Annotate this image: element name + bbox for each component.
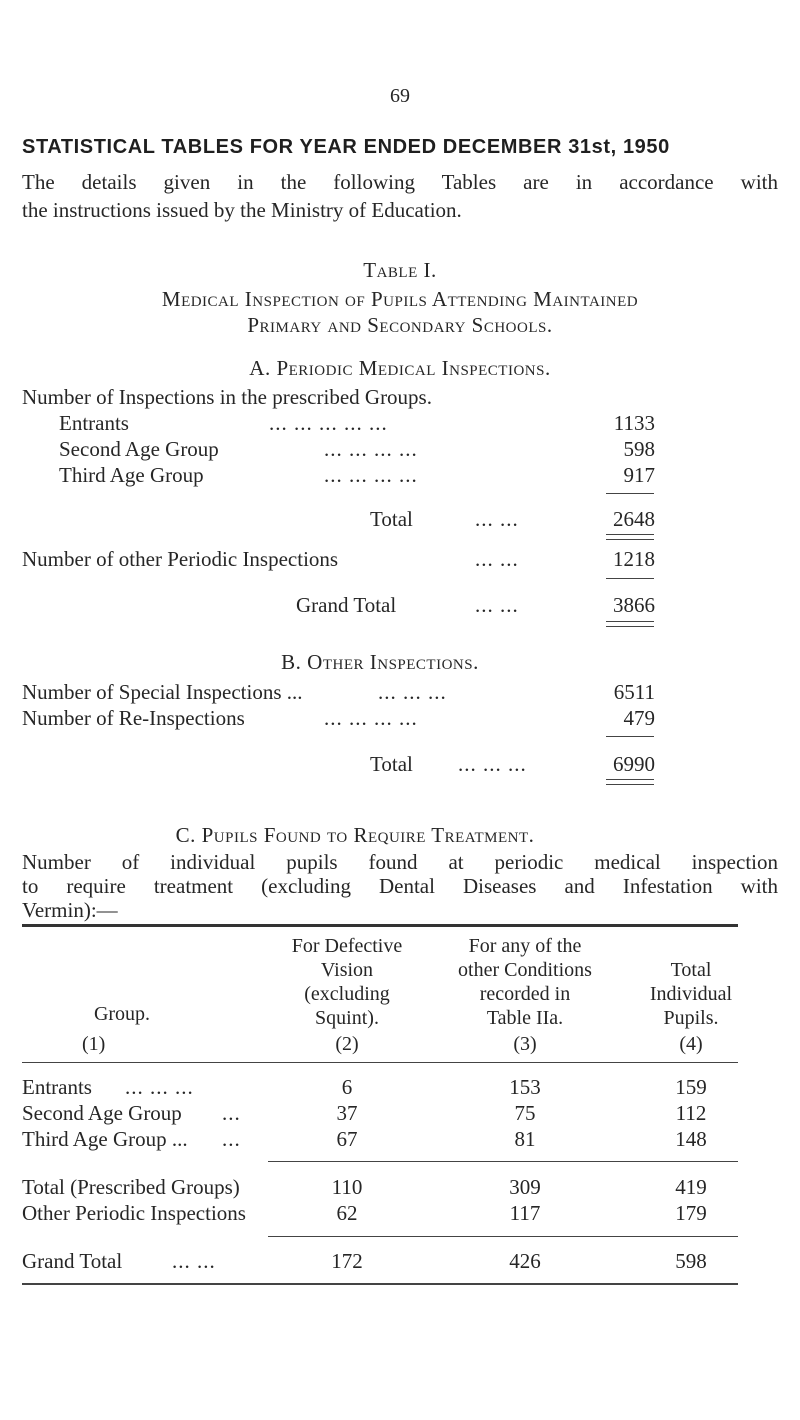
column-header-line: Individual xyxy=(649,983,733,1005)
subtotal-rule xyxy=(606,493,654,494)
column-header-line: recorded in xyxy=(479,983,571,1005)
cell-defective-vision: 172 xyxy=(331,1249,363,1273)
column-header-line: Vision xyxy=(320,959,374,981)
group-label: Third Age Group ... xyxy=(22,1127,188,1151)
cell-other-conditions: 117 xyxy=(509,1201,541,1225)
leader-dots: ... ... ... ... xyxy=(324,706,418,730)
column-header-group xyxy=(82,1002,162,1026)
total-value: 2648 xyxy=(613,507,655,531)
row-value: 479 xyxy=(623,706,655,730)
subtotal-rule xyxy=(606,736,654,737)
leader-dots: ... ... ... xyxy=(458,752,527,776)
leader-dots: ... xyxy=(222,1127,241,1151)
table-subtitle-line-2: Primary and Secondary Schools. xyxy=(247,313,553,337)
section-a-intro: Number of Inspections in the prescribed Groups. xyxy=(22,385,432,409)
grand-total-value: 3866 xyxy=(613,593,655,617)
table-bottom-rule xyxy=(22,1283,738,1285)
leader-dots: ... ... xyxy=(475,593,519,617)
column-header-line: Total xyxy=(670,959,712,981)
table-row xyxy=(22,1175,738,1203)
table-row xyxy=(22,1075,738,1103)
table-top-rule xyxy=(22,924,738,927)
section-b-row-reinspections xyxy=(22,706,655,732)
table-subtotal-rule xyxy=(268,1161,738,1162)
cell-defective-vision: 62 xyxy=(336,1201,358,1225)
section-b-row-special xyxy=(22,680,655,706)
cell-total-individual: 598 xyxy=(675,1249,707,1273)
total-label: Total xyxy=(370,507,413,531)
section-a-grand-total xyxy=(296,593,655,619)
row-label: Entrants xyxy=(59,411,129,435)
leader-dots: ... ... ... ... xyxy=(324,437,418,461)
column-number: (1) xyxy=(82,1033,106,1055)
column-number: (3) xyxy=(513,1033,537,1055)
column-header-other-conditions xyxy=(440,934,610,1030)
section-a-row-second-age xyxy=(59,437,655,463)
cell-total-individual: 112 xyxy=(675,1101,707,1125)
table-row xyxy=(22,1201,738,1229)
table-row-grand-total xyxy=(22,1249,738,1277)
row-value: 1133 xyxy=(613,411,655,435)
column-header-defective-vision xyxy=(272,934,422,1030)
subtotal-rule xyxy=(606,578,654,579)
row-value: 598 xyxy=(623,437,655,461)
double-rule xyxy=(606,779,654,785)
total-value: 6990 xyxy=(613,752,655,776)
cell-defective-vision: 37 xyxy=(336,1101,358,1125)
row-value: 6511 xyxy=(613,680,655,704)
leader-dots: ... ... ... ... ... xyxy=(269,411,388,435)
column-header-line: Pupils. xyxy=(663,1007,719,1029)
row-value: 917 xyxy=(623,463,655,487)
column-header-line: Squint). xyxy=(315,1007,379,1029)
group-label: Second Age Group xyxy=(22,1101,182,1125)
total-label: Total xyxy=(370,752,413,776)
cell-other-conditions: 75 xyxy=(514,1101,536,1125)
row-label: Second Age Group xyxy=(59,437,219,461)
other-value: 1218 xyxy=(613,547,655,571)
section-a-row-entrants xyxy=(59,411,655,437)
section-a-title: A. Periodic Medical Inspections. xyxy=(249,356,551,380)
section-b-total xyxy=(370,752,655,778)
table-subtotal-rule xyxy=(268,1236,738,1237)
column-number: (4) xyxy=(679,1033,703,1055)
group-label: Other Periodic Inspections xyxy=(22,1201,246,1225)
table-row xyxy=(22,1101,738,1129)
leader-dots: ... xyxy=(222,1101,241,1125)
double-rule xyxy=(606,621,654,627)
table-title: Table I. xyxy=(363,258,437,282)
column-header-line: For any of the xyxy=(468,935,582,957)
table-header-rule xyxy=(22,1062,738,1063)
grand-total-label: Grand Total xyxy=(296,593,397,617)
group-label: Grand Total xyxy=(22,1249,123,1273)
intro-line-1: The details given in the following Tables are in accordance with xyxy=(22,170,778,194)
intro-line-2: the instructions issued by the Ministry of Education. xyxy=(22,198,462,222)
column-header-label: Group. xyxy=(93,1003,151,1025)
cell-other-conditions: 309 xyxy=(509,1175,541,1199)
cell-defective-vision: 67 xyxy=(336,1127,358,1151)
section-c-paragraph xyxy=(22,850,778,922)
leader-dots: ... ... xyxy=(475,547,519,571)
leader-dots: ... ... ... xyxy=(125,1075,194,1099)
group-label: Total (Prescribed Groups) xyxy=(22,1175,240,1199)
leader-dots: ... ... ... xyxy=(378,680,447,704)
table-row xyxy=(22,1127,738,1155)
column-header-line: For Defective xyxy=(291,935,403,957)
cell-other-conditions: 426 xyxy=(509,1249,541,1273)
group-label: Entrants xyxy=(22,1075,92,1099)
paragraph-line: Vermin):— xyxy=(22,898,118,922)
row-label: Third Age Group xyxy=(59,463,204,487)
cell-defective-vision: 110 xyxy=(331,1175,363,1199)
cell-total-individual: 179 xyxy=(675,1201,707,1225)
cell-total-individual: 159 xyxy=(675,1075,707,1099)
section-a-total xyxy=(370,507,655,533)
double-rule xyxy=(606,534,654,540)
leader-dots: ... ... ... ... xyxy=(324,463,418,487)
cell-other-conditions: 81 xyxy=(514,1127,536,1151)
cell-total-individual: 148 xyxy=(675,1127,707,1151)
cell-total-individual: 419 xyxy=(675,1175,707,1199)
page-number: 69 xyxy=(390,85,410,107)
leader-dots: ... ... xyxy=(475,507,519,531)
row-label: Number of Re-Inspections xyxy=(22,706,245,730)
other-label: Number of other Periodic Inspections xyxy=(22,547,339,571)
paragraph-line: Number of individual pupils found at periodic medical inspection xyxy=(22,850,778,874)
column-header-line: (excluding xyxy=(304,983,390,1005)
paragraph-line: to require treatment (excluding Dental Diseases and Infestation with xyxy=(22,874,778,898)
leader-dots: ... ... xyxy=(172,1249,216,1273)
page-heading: STATISTICAL TABLES FOR YEAR ENDED DECEMBER 31st, 1950 xyxy=(22,136,670,158)
cell-defective-vision: 6 xyxy=(341,1075,353,1099)
section-b-title: B. Other Inspections. xyxy=(281,650,479,674)
column-header-line: other Conditions xyxy=(458,959,592,981)
column-number: (2) xyxy=(335,1033,359,1055)
cell-other-conditions: 153 xyxy=(509,1075,541,1099)
section-c-title: C. Pupils Found to Require Treatment. xyxy=(175,823,535,847)
section-a-other xyxy=(22,547,655,573)
column-header-total-individual xyxy=(626,958,756,1030)
row-label: Number of Special Inspections ... xyxy=(22,680,303,704)
column-header-line: Table IIa. xyxy=(486,1007,564,1029)
section-a-row-third-age xyxy=(59,463,655,489)
table-subtitle-line-1: Medical Inspection of Pupils Attending Maintained xyxy=(161,287,639,311)
